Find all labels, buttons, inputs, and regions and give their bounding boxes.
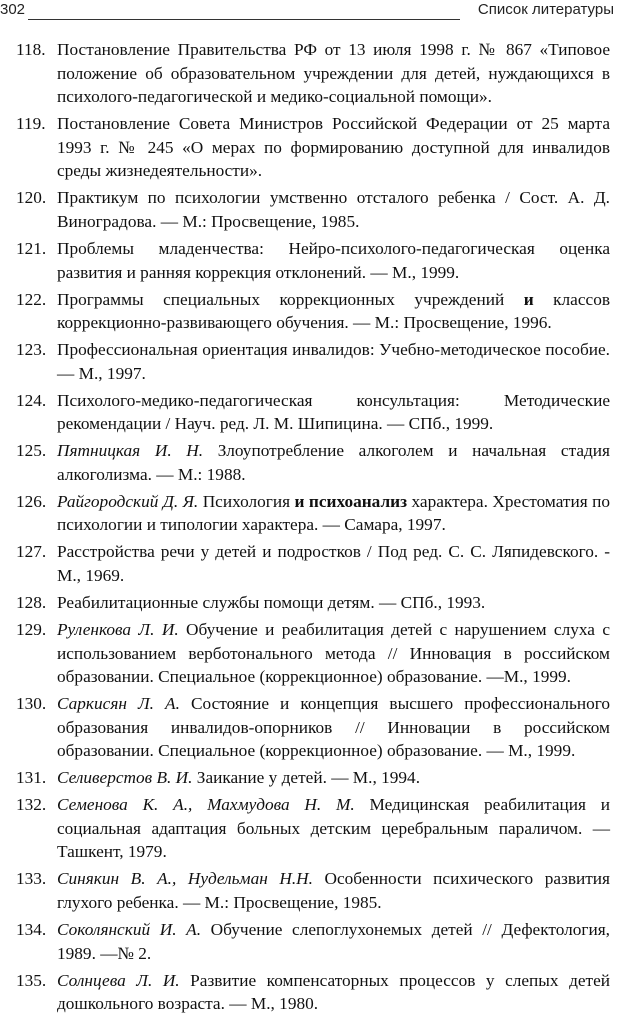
- reference-text: [57, 288, 610, 335]
- reference-author: Селиверстов В. И.: [57, 768, 193, 788]
- reference-body: Заикание у детей. — М., 1994.: [192, 768, 421, 788]
- reference-item: [16, 338, 610, 385]
- reference-body-end: характера. Хрестоматия по психологии и типологии характера. — Самара, 1997.: [57, 491, 610, 535]
- reference-author: Семенова К. А., Махмудова Н. М.: [57, 795, 355, 815]
- reference-number: 129.: [16, 619, 47, 639]
- page-number: 302: [0, 1, 26, 18]
- reference-list: [16, 38, 610, 1019]
- reference-author: Руленкова Л. И.: [57, 619, 179, 639]
- reference-body-start: Программы специальных коррекционных учреждений: [57, 289, 524, 309]
- reference-body: Постановление Совета Министров Российской Федерации от 25 марта 1993 г. № 245 «О мерах по формированию доступной для инвалидов среды жизнедеятельности».: [57, 114, 610, 181]
- reference-item: [16, 186, 610, 233]
- reference-body: Практикум по психологии умственно отсталого ребенка / Сост. А. Д. Виноградова. — М.: Просвещение, 1985.: [57, 188, 610, 231]
- bold-fragment: и психоанализ: [294, 491, 408, 511]
- reference-body: Реабилитационные службы помощи детям. — СПб., 1993.: [57, 592, 486, 612]
- reference-body-start: Психология: [198, 491, 295, 511]
- reference-body: Психолого-медико-педагогическая консультация: Методические рекомендации / Науч. ред. Л. М. Шипицина. — СПб., 1999.: [57, 390, 610, 434]
- reference-text: [57, 186, 610, 233]
- reference-text: [57, 338, 610, 385]
- reference-item: [16, 112, 610, 183]
- reference-item: [16, 439, 610, 486]
- reference-body: Состояние и концепция высшего профессионального образования инвалидов-опорников // Инновации в российском образовании. Специальное (коррекционное) образование. — М., 1999.: [57, 694, 611, 761]
- reference-body: Проблемы младенчества: Нейро-психолого-педагогическая оценка развития и ранняя коррекция отклонений. — М., 1999.: [57, 238, 610, 282]
- reference-body: Медицинская реабилитация и социальная адаптация больных детским церебральным параличом. — Ташкент, 1979.: [57, 795, 611, 862]
- reference-author: Саркисян Л. А.: [57, 694, 180, 714]
- reference-author: Соколянский И. А.: [57, 920, 202, 940]
- reference-number: 133.: [16, 869, 47, 889]
- reference-item: [16, 692, 610, 763]
- reference-item: [16, 490, 610, 537]
- reference-text: [57, 793, 610, 864]
- reference-body: Расстройства речи у детей и подростков / Под ред. С. С. Ляпидевского. - М., 1969.: [57, 542, 610, 585]
- reference-author: Райгородский Д. Я.: [57, 491, 199, 511]
- reference-text: [57, 38, 610, 109]
- reference-item: [16, 618, 610, 689]
- reference-body-end: классов коррекционно-развивающего обучения. — М.: Просвещение, 1996.: [57, 289, 610, 333]
- reference-text: [57, 237, 610, 284]
- reference-text: [57, 969, 610, 1016]
- reference-body: Постановление Правительства РФ от 13 июля 1998 г. № 867 «Типовое положение об образовательном учреждении для детей, нуждающихся в психолого-педагогической и медико-социальной помощи».: [57, 40, 610, 107]
- header-rule: [28, 19, 460, 20]
- reference-text: [57, 766, 610, 790]
- reference-item: [16, 389, 610, 436]
- reference-text: [57, 439, 610, 486]
- reference-number: 130.: [16, 694, 47, 714]
- reference-number: 135.: [16, 970, 47, 990]
- reference-text: [57, 112, 610, 183]
- running-title: Список литературы: [477, 1, 614, 18]
- reference-body: Профессиональная ориентация инвалидов: Учебно-методическое пособие. — М., 1997.: [57, 340, 610, 383]
- reference-text: [57, 490, 610, 537]
- reference-body: Обучение и реабилитация детей с нарушением слуха с использованием верботонального метода // Инновация в российском образовании. Специальное (коррекционное) образование. —М., 1999.: [57, 619, 610, 687]
- reference-number: 131.: [16, 768, 47, 788]
- reference-item: [16, 540, 610, 587]
- reference-item: [16, 591, 610, 615]
- reference-number: 124.: [16, 390, 47, 410]
- reference-number: 119.: [16, 114, 46, 134]
- reference-text: [57, 867, 610, 914]
- reference-number: 123.: [16, 340, 47, 360]
- reference-number: 118.: [16, 40, 46, 59]
- reference-author: Пятницкая И. Н.: [57, 441, 204, 461]
- reference-item: [16, 867, 610, 914]
- reference-number: 126.: [16, 491, 47, 511]
- reference-item: [16, 969, 610, 1016]
- reference-body: Особенности психического развития глухого ребенка. — М.: Просвещение, 1985.: [57, 869, 610, 913]
- reference-number: 134.: [16, 920, 47, 940]
- reference-number: 120.: [16, 188, 47, 208]
- page-header: [0, 0, 620, 24]
- reference-item: [16, 918, 610, 965]
- reference-number: 127.: [16, 542, 47, 562]
- reference-text: [57, 540, 610, 587]
- reference-number: 132.: [16, 795, 47, 815]
- reference-number: 125.: [16, 441, 47, 461]
- reference-item: [16, 237, 610, 284]
- bold-fragment: и: [523, 289, 534, 309]
- reference-number: 128.: [16, 592, 47, 612]
- reference-item: [16, 766, 610, 790]
- reference-item: [16, 38, 610, 109]
- reference-text: [57, 591, 610, 615]
- reference-item: [16, 288, 610, 335]
- reference-body: Развитие компенсаторных процессов у слепых детей дошкольного возраста. — М., 1980.: [57, 970, 610, 1014]
- reference-body: Злоупотребление алкоголем и начальная стадия алкоголизма. — М.: 1988.: [57, 441, 610, 484]
- reference-number: 122.: [16, 289, 47, 309]
- reference-text: [57, 389, 610, 436]
- reference-text: [57, 692, 610, 763]
- reference-author: Солнцева Л. И.: [57, 970, 180, 990]
- reference-body: Обучение слепоглухонемых детей // Дефектология, 1989. —№ 2.: [57, 920, 610, 963]
- reference-text: [57, 618, 610, 689]
- reference-author: Синякин В. А., Нудельман Н.Н.: [57, 869, 313, 889]
- reference-item: [16, 793, 610, 864]
- reference-number: 121.: [16, 238, 47, 258]
- reference-text: [57, 918, 610, 965]
